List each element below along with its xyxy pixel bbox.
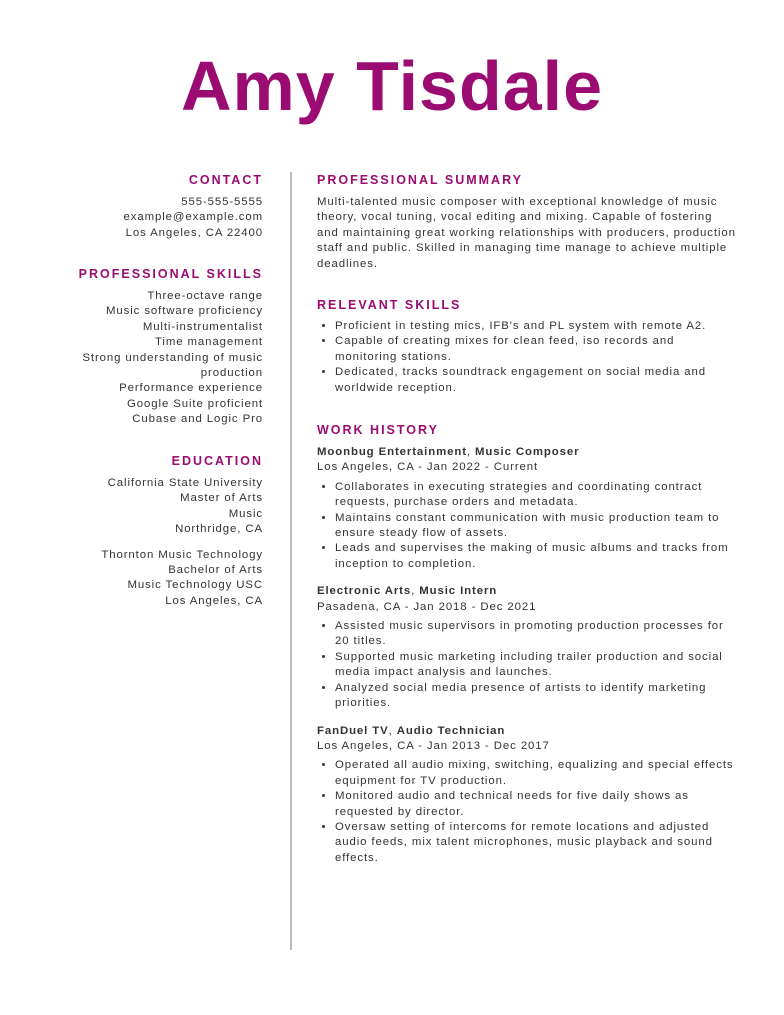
relevant-skill-item: • Proficient in testing mics, IFB's and PL system with remote A2. xyxy=(335,319,737,334)
work-history-section xyxy=(317,422,737,878)
job-bullets xyxy=(317,619,737,711)
education-entry xyxy=(73,548,263,610)
education-location: Northridge, CA xyxy=(175,523,263,536)
summary-heading: PROFESSIONAL SUMMARY xyxy=(317,173,523,187)
job-heading xyxy=(317,584,737,599)
job-title: Music Composer xyxy=(475,446,580,458)
education-degree: Master of Arts xyxy=(180,492,263,505)
job-entry xyxy=(317,724,737,867)
job-bullet: • Monitored audio and technical needs for five daily shows as requested by director. xyxy=(335,789,737,820)
skill-item: Performance experience xyxy=(119,382,263,395)
summary-text: Multi-talented music composer with exceptional knowledge of music theory, vocal tuning, vocal editing and mixing. Capable of fostering and maintaining great working relationships with producers, production staff and public. Skilled in managing time manage to achieve multiple deadlines. xyxy=(317,196,736,270)
job-meta: Los Angeles, CA - Jan 2022 - Current xyxy=(317,461,539,474)
skill-item: Google Suite proficient xyxy=(127,397,263,410)
education-field: Music xyxy=(228,507,263,520)
skill-item: Strong understanding of music production xyxy=(82,351,263,380)
education-field: Music Technology USC xyxy=(127,579,263,592)
job-bullets xyxy=(317,480,737,572)
job-separator: , xyxy=(466,446,476,458)
job-bullet: • Collaborates in executing strategies and coordinating contract requests, purchase orders and metadata. xyxy=(335,480,737,511)
contact-section xyxy=(73,172,263,241)
job-company: Moonbug Entertainment xyxy=(317,446,467,458)
skill-item: Time management xyxy=(154,336,263,349)
job-bullet: • Oversaw setting of intercoms for remote locations and adjusted audio feeds, mix talent microphones, music playback and sound effects. xyxy=(335,820,737,866)
relevant-skills-section xyxy=(317,297,737,396)
job-bullets xyxy=(317,758,737,866)
job-company: FanDuel TV xyxy=(317,724,389,737)
phone: 555-555-5555 xyxy=(181,196,263,208)
job-title: Audio Technician xyxy=(396,724,506,737)
job-heading xyxy=(317,445,737,460)
skills-section xyxy=(73,266,263,428)
relevant-skill-item: • Dedicated, tracks soundtrack engagement on social media and worldwide reception. xyxy=(335,365,737,396)
job-bullet: • Supported music marketing including trailer production and social media impact analysis and launches. xyxy=(335,650,737,681)
education-degree: Bachelor of Arts xyxy=(168,564,263,577)
education-heading: EDUCATION xyxy=(171,454,263,468)
email: example@example.com xyxy=(123,211,263,224)
skill-item: Music software proficiency xyxy=(106,305,263,318)
job-bullet: • Maintains constant communication with music production team to ensure steady flow of assets. xyxy=(335,511,737,542)
education-school: California State University xyxy=(107,477,263,489)
job-entry xyxy=(317,445,737,572)
skill-item: Three-octave range xyxy=(147,290,263,302)
education-location: Los Angeles, CA xyxy=(165,594,263,607)
job-title: Music Intern xyxy=(419,585,498,598)
location: Los Angeles, CA 22400 xyxy=(125,226,263,239)
skill-item: Multi-instrumentalist xyxy=(142,320,263,333)
work-history-heading: WORK HISTORY xyxy=(317,423,439,437)
skill-item: Cubase and Logic Pro xyxy=(132,413,263,426)
job-meta: Pasadena, CA - Jan 2018 - Dec 2021 xyxy=(317,600,537,613)
candidate-name: Amy Tisdale xyxy=(180,47,604,125)
relevant-skills-heading: RELEVANT SKILLS xyxy=(317,298,462,312)
skills-heading: PROFESSIONAL SKILLS xyxy=(78,267,263,281)
job-bullet: • Assisted music supervisors in promoting production processes for 20 titles. xyxy=(335,619,737,650)
job-separator: , xyxy=(388,724,397,737)
job-separator: , xyxy=(411,585,420,598)
education-school: Thornton Music Technology xyxy=(101,548,263,561)
job-heading xyxy=(317,724,737,739)
column-divider xyxy=(290,172,292,950)
job-meta: Los Angeles, CA - Jan 2013 - Dec 2017 xyxy=(317,739,550,752)
job-entry xyxy=(317,584,737,711)
education-entry xyxy=(73,476,263,538)
job-bullet: • Operated all audio mixing, switching, equalizing and special effects equipment for TV production. xyxy=(335,758,737,789)
summary-section xyxy=(317,172,737,272)
job-bullet: • Analyzed social media presence of artists to identify marketing priorities. xyxy=(335,681,737,712)
job-company: Electronic Arts xyxy=(317,585,412,598)
relevant-skill-item: • Capable of creating mixes for clean feed, iso records and monitoring stations. xyxy=(335,334,737,365)
contact-heading: CONTACT xyxy=(188,173,263,187)
job-bullet: • Leads and supervises the making of music albums and tracks from inception to completion. xyxy=(335,541,737,572)
education-section xyxy=(73,453,263,619)
